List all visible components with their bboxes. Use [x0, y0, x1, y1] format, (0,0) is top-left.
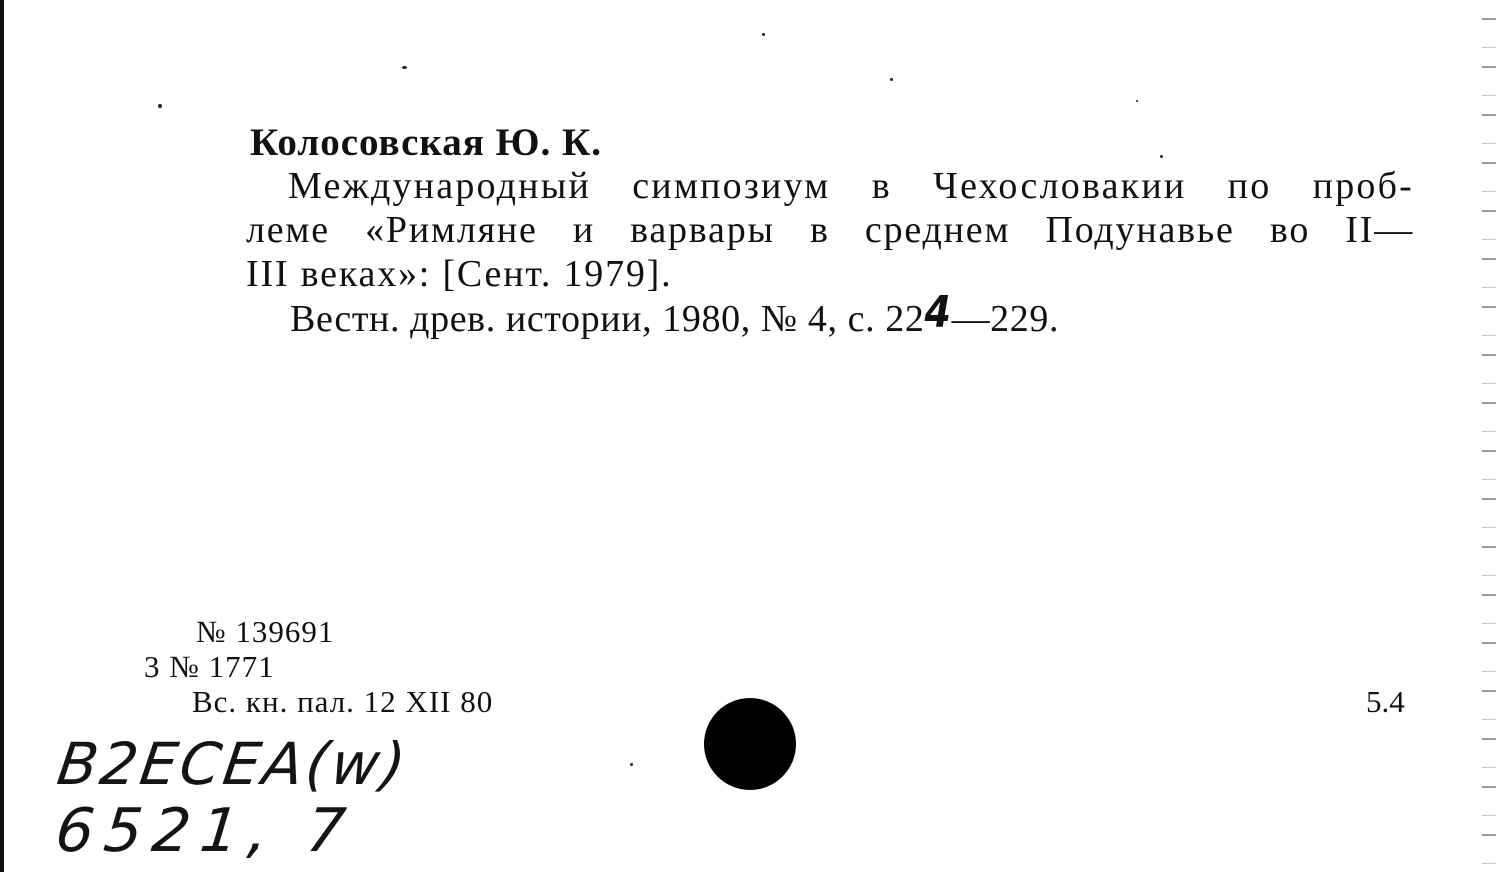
handwritten-call-number: 6521, 7	[52, 796, 359, 866]
title-line: Международный симпозиум в Чехословакии по проб-	[288, 165, 1414, 207]
scan-speck	[1136, 100, 1138, 102]
scan-speck	[890, 78, 893, 81]
publication-title	[246, 164, 1414, 296]
author-name: Колосовская Ю. К.	[250, 121, 603, 164]
received-stamp: Вс. кн. пал. 12 XII 80	[192, 684, 494, 719]
shelf-mark: 5.4	[1366, 684, 1405, 719]
scan-speck	[158, 104, 162, 108]
handwritten-classification-code: B2ECEA(w)	[53, 730, 413, 798]
title-line: III веках»: [Сент. 1979].	[246, 253, 673, 295]
order-number: 3 № 1771	[144, 649, 275, 684]
punch-hole	[704, 698, 796, 790]
card-left-edge	[0, 0, 4, 872]
handwritten-correction: 4	[924, 286, 952, 338]
source-citation	[290, 286, 1060, 341]
title-line: леме «Римляне и варвары в среднем Подунавье во II—	[246, 209, 1414, 251]
scan-speck	[762, 33, 765, 36]
source-pages-end: —229.	[951, 298, 1060, 340]
accession-number: № 139691	[196, 614, 335, 649]
scan-speck	[630, 763, 633, 766]
scan-speck	[1160, 155, 1163, 158]
scan-speck	[402, 66, 407, 69]
source-text: Вестн. древ. истории, 1980, № 4, с. 22	[290, 298, 925, 340]
card-right-edge	[1482, 0, 1496, 872]
